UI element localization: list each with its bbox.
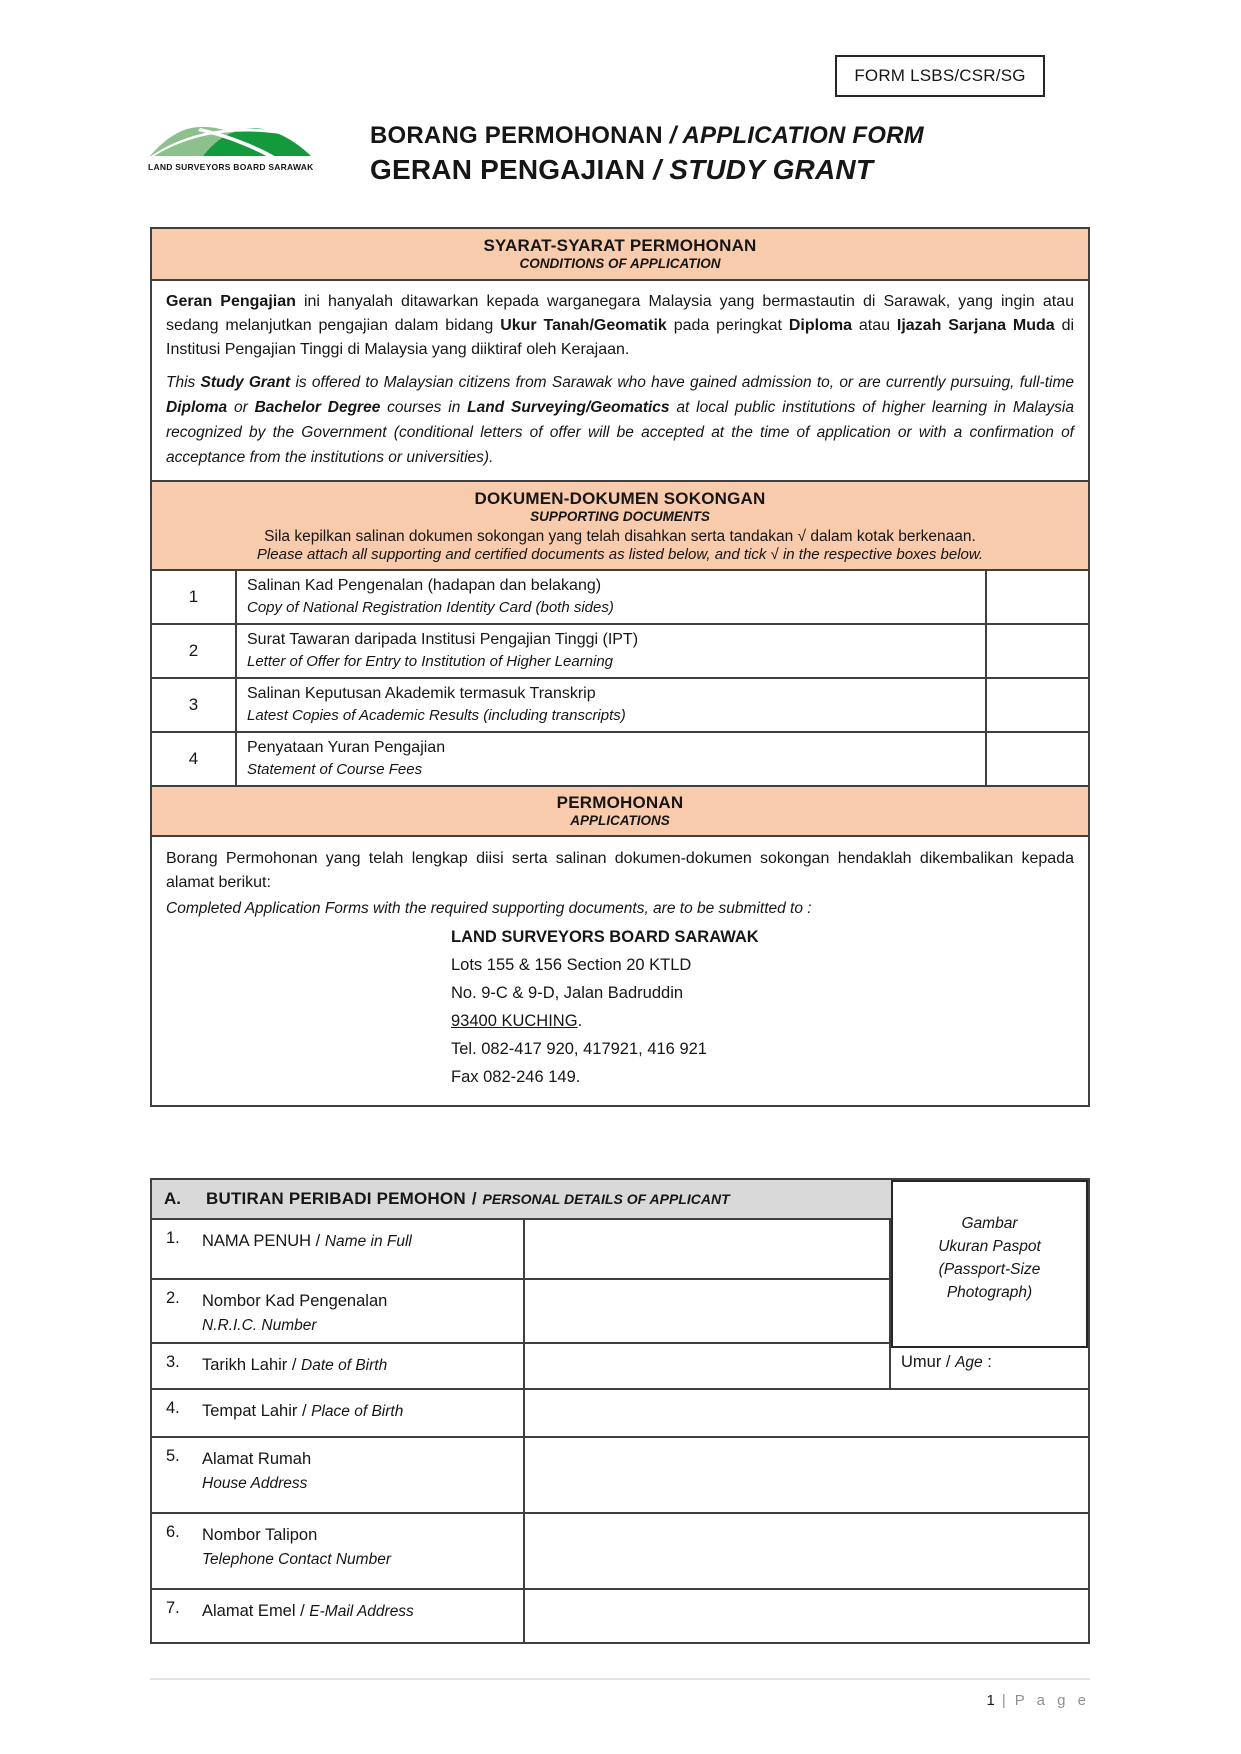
submission-address: [451, 923, 1074, 1091]
input-tempat-lahir[interactable]: [525, 1390, 1088, 1436]
row-label-text: Tarikh Lahir / Date of Birth: [202, 1356, 388, 1374]
input-umur-age[interactable]: [891, 1344, 1088, 1388]
input-nric[interactable]: [525, 1280, 891, 1342]
address-line-1: LAND SURVEYORS BOARD SARAWAK: [451, 928, 759, 946]
form-code-box: [835, 55, 1045, 97]
documents-instruction-my: Sila kepilkan salinan dokumen sokongan yang telah disahkan serta tandakan √ dalam kotak berkenaan.: [264, 528, 976, 545]
row-label-text: Nombor Kad Pengenalan N.R.I.C. Number: [202, 1292, 388, 1334]
conditions-header: [152, 229, 1088, 281]
logo-caption: LAND SURVEYORS BOARD SARAWAK: [148, 162, 314, 172]
row-number: 4.: [166, 1399, 180, 1417]
row-number: 1.: [166, 1229, 180, 1247]
footer-page-indicator: [150, 1692, 1090, 1709]
document-4-title-en: Statement of Course Fees: [247, 761, 423, 778]
document-4-checkbox[interactable]: [987, 733, 1088, 785]
document-row-4: [152, 733, 1088, 787]
documents-heading-en: SUPPORTING DOCUMENTS: [530, 509, 710, 524]
form-subtitle: GERAN PENGAJIAN / STUDY GRANT: [370, 154, 874, 185]
footer-page-word: P a g e: [1014, 1692, 1090, 1709]
passport-photo-box[interactable]: [891, 1180, 1088, 1348]
row-number: 7.: [166, 1599, 180, 1617]
section-a-heading-separator: /: [471, 1189, 477, 1208]
document-3-title-en: Latest Copies of Academic Results (including transcripts): [247, 707, 626, 724]
document-3-checkbox[interactable]: [987, 679, 1088, 731]
document-2-title-en: Letter of Offer for Entry to Institution of Higher Learning: [247, 653, 614, 670]
applications-heading-my: PERMOHONAN: [556, 793, 684, 812]
masthead: [148, 112, 1092, 186]
label-tempat-lahir: [152, 1390, 525, 1436]
document-4-number: 4: [152, 733, 237, 785]
document-3-number: 3: [152, 679, 237, 731]
row-number: 3.: [166, 1353, 180, 1371]
documents-header: [152, 482, 1088, 571]
label-tarikh-lahir: [152, 1344, 525, 1388]
document-1-title-my: Salinan Kad Pengenalan (hadapan dan belakang): [247, 577, 602, 594]
address-line-4: 93400 KUCHING.: [451, 1012, 583, 1030]
row-tempat-lahir: [152, 1390, 1088, 1438]
address-line-5: Tel. 082-417 920, 417921, 416 921: [451, 1040, 707, 1058]
conditions-body: [152, 281, 1088, 482]
label-nama-penuh: [152, 1220, 525, 1278]
conditions-heading-en: CONDITIONS OF APPLICATION: [519, 256, 721, 271]
row-label-text: Tempat Lahir / Place of Birth: [202, 1402, 404, 1420]
input-alamat-emel[interactable]: [525, 1590, 1088, 1642]
label-alamat-emel: [152, 1590, 525, 1642]
photo-box-line-4: Photograph): [946, 1284, 1033, 1301]
photo-box-line-1: Gambar: [961, 1215, 1018, 1232]
row-label-text: Nombor Talipon Telephone Contact Number: [202, 1526, 391, 1568]
input-nama-penuh[interactable]: [525, 1220, 891, 1278]
applications-paragraph-my: Borang Permohonan yang telah lengkap diisi serta salinan dokumen-dokumen sokongan hendaklah dikembalikan kepada alamat berikut:: [166, 850, 1074, 891]
label-alamat-rumah: [152, 1438, 525, 1512]
form-code-text: FORM LSBS/CSR/SG: [854, 66, 1026, 85]
section-a-heading-en: PERSONAL DETAILS OF APPLICANT: [482, 1191, 730, 1207]
applications-header: [152, 787, 1088, 837]
section-a-label: A.: [164, 1189, 181, 1208]
photo-box-line-3: (Passport-Size: [938, 1261, 1041, 1278]
section-a-heading-my: BUTIRAN PERIBADI PEMOHON: [206, 1189, 466, 1208]
label-nombor-talipon: [152, 1514, 525, 1588]
row-number: 2.: [166, 1289, 180, 1307]
document-2-description: [237, 625, 987, 677]
footer-page-number: 1: [986, 1692, 996, 1709]
row-number: 5.: [166, 1447, 180, 1465]
row-alamat-emel: [152, 1590, 1088, 1642]
photo-box-line-2: Ukuran Paspot: [938, 1238, 1041, 1255]
document-1-checkbox[interactable]: [987, 571, 1088, 623]
input-alamat-rumah[interactable]: [525, 1438, 1088, 1512]
documents-heading-my: DOKUMEN-DOKUMEN SOKONGAN: [474, 489, 766, 508]
row-label-text: Alamat Rumah House Address: [202, 1450, 312, 1492]
row-label-text: Alamat Emel / E-Mail Address: [202, 1602, 414, 1620]
form-titles: [370, 112, 924, 186]
address-line-3: No. 9-C & 9-D, Jalan Badruddin: [451, 984, 684, 1002]
address-line-2: Lots 155 & 156 Section 20 KTLD: [451, 956, 692, 974]
document-2-number: 2: [152, 625, 237, 677]
document-3-description: [237, 679, 987, 731]
age-label: Umur / Age :: [901, 1353, 992, 1371]
address-line-6: Fax 082-246 149.: [451, 1068, 581, 1086]
row-alamat-rumah: [152, 1438, 1088, 1514]
documents-instruction-en: Please attach all supporting and certified documents as listed below, and tick √ in the respective boxes below.: [256, 546, 984, 563]
document-1-description: [237, 571, 987, 623]
row-tarikh-lahir: [152, 1344, 1088, 1390]
footer-separator: |: [1001, 1692, 1007, 1709]
document-2-checkbox[interactable]: [987, 625, 1088, 677]
section-a-personal-details: [150, 1178, 1090, 1644]
form-title: BORANG PERMOHONAN / APPLICATION FORM: [370, 122, 924, 149]
document-row-1: [152, 571, 1088, 625]
input-nombor-talipon[interactable]: [525, 1514, 1088, 1588]
applications-body: [152, 837, 1088, 1105]
lsbs-logo-icon: [148, 112, 313, 160]
main-table: [150, 227, 1090, 1107]
footer-rule: [150, 1678, 1090, 1680]
document-4-description: [237, 733, 987, 785]
document-row-3: [152, 679, 1088, 733]
row-number: 6.: [166, 1523, 180, 1541]
input-tarikh-lahir[interactable]: [525, 1344, 891, 1388]
document-row-2: [152, 625, 1088, 679]
applications-heading-en: APPLICATIONS: [570, 813, 670, 828]
document-3-title-my: Salinan Keputusan Akademik termasuk Transkrip: [247, 685, 596, 702]
conditions-paragraph-my: Geran Pengajian ini hanyalah ditawarkan kepada warganegara Malaysia yang bermastautin di Sarawak, yang ingin atau sedang melanjutkan pengajian dalam bidang Ukur Tanah/Geomatik pada peringkat Diploma atau Ijazah Sarjana Muda di Institusi Pengajian Tinggi di Malaysia yang diiktiraf oleh Kerajaan.: [166, 293, 1075, 358]
conditions-paragraph-en: This Study Grant is offered to Malaysian citizens from Sarawak who have gained admission to, or are currently pursuing, full-time Diploma or Bachelor Degree courses in Land Surveying/Geomatics at local public institutions of higher learning in Malaysia recognized by the Government (conditional letters of offer will be accepted at the time of application or with a confirmation of acceptance from the institutions or universities).: [166, 374, 1074, 466]
label-nric: [152, 1280, 525, 1342]
document-4-title-my: Penyataan Yuran Pengajian: [247, 739, 446, 756]
row-label-text: NAMA PENUH / Name in Full: [202, 1232, 412, 1250]
conditions-heading-my: SYARAT-SYARAT PERMOHONAN: [483, 236, 757, 255]
applications-paragraph-en: Completed Application Forms with the required supporting documents, are to be submitted to :: [166, 900, 812, 917]
lsbs-logo: [148, 112, 318, 186]
document-1-number: 1: [152, 571, 237, 623]
document-1-title-en: Copy of National Registration Identity Card (both sides): [247, 599, 614, 616]
row-nombor-talipon: [152, 1514, 1088, 1590]
document-2-title-my: Surat Tawaran daripada Institusi Pengajian Tinggi (IPT): [247, 631, 639, 648]
